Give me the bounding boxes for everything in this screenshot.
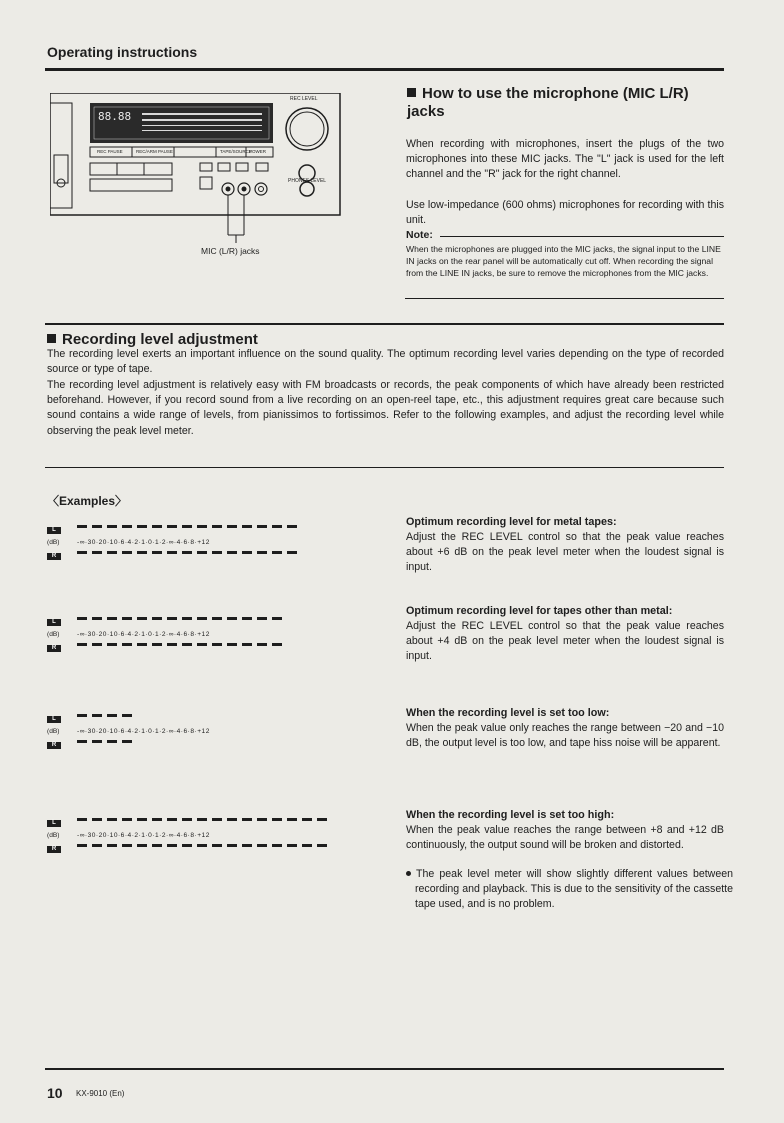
meter-segment	[77, 525, 87, 528]
channel-label: R	[47, 553, 61, 560]
meter-segment	[182, 525, 192, 528]
meter-segment	[242, 643, 252, 646]
meter-row-l	[47, 518, 367, 533]
meter-segment	[257, 643, 267, 646]
meter-segment	[107, 818, 117, 821]
meter-segment	[182, 551, 192, 554]
btn-rec-pause: REC PAUSE	[97, 149, 123, 154]
meter-segment	[122, 617, 132, 620]
meter-segment	[152, 818, 162, 821]
meter-segment	[92, 714, 102, 717]
meter-segment	[227, 643, 237, 646]
meter-scale-values: -∞·30·20·10·6·4·2·1·0·1·2·∞·4·6·8·+12	[77, 832, 210, 839]
example-body: When the peak value reaches the range between +8 and +12 dB continuously, the output sound will be broken and distorted.	[406, 824, 724, 852]
meter-scale	[47, 720, 367, 735]
meter-segment	[227, 525, 237, 528]
meter-segment	[182, 818, 192, 821]
example-bullet: The peak level meter will show slightly different values between recording and playback. This is due to the sensitivity of the cassette tape used, and is no problem.	[406, 867, 733, 913]
meter-segment	[197, 643, 207, 646]
meter-row-r	[47, 733, 367, 748]
meter-segment	[212, 818, 222, 821]
meter-segment	[287, 818, 297, 821]
meter-segment	[77, 617, 87, 620]
meter-segment	[137, 844, 147, 847]
meter-segment	[227, 551, 237, 554]
meter-segment	[167, 844, 177, 847]
meter-segment	[272, 844, 282, 847]
meter-segment	[152, 617, 162, 620]
example-body: Adjust the REC LEVEL control so that the peak value reaches about +6 dB on the peak level meter when the loudest signal is input.	[406, 531, 724, 574]
channel-label: R	[47, 846, 61, 853]
meter-scale	[47, 824, 367, 839]
meter-row-r	[47, 544, 367, 559]
meter-segment	[152, 844, 162, 847]
example-body: When the peak value only reaches the range between −20 and −10 dB, the output level is too low, and tape hiss noise will be apparent.	[406, 722, 724, 750]
meter-segment	[317, 844, 327, 847]
phones-level-label: PHONES LEVEL	[288, 178, 327, 184]
meter-scale-values: -∞·30·20·10·6·4·2·1·0·1·2·∞·4·6·8·+12	[77, 728, 210, 735]
counter-display: 88.88	[98, 110, 132, 123]
meter-segment	[212, 643, 222, 646]
meter-segment	[137, 525, 147, 528]
meter-scale	[47, 623, 367, 638]
meter-segment	[242, 617, 252, 620]
meter-segment	[272, 818, 282, 821]
meter-segment	[197, 551, 207, 554]
meter-segment	[212, 617, 222, 620]
meter-scale-values: -∞·30·20·10·6·4·2·1·0·1·2·∞·4·6·8·+12	[77, 539, 210, 546]
meter-segment	[167, 551, 177, 554]
meter-segment	[92, 525, 102, 528]
bottom-rule	[45, 1068, 724, 1070]
meter-segment	[182, 617, 192, 620]
meter-segment	[122, 818, 132, 821]
example-body: Adjust the REC LEVEL control so that the peak value reaches about +4 dB on the peak level meter when the loudest signal is input.	[406, 620, 724, 663]
example-title: Optimum recording level for tapes other than metal:	[406, 605, 673, 617]
meter-segment	[77, 844, 87, 847]
meter-row-l	[47, 610, 367, 625]
examples-rule	[45, 467, 724, 468]
header-rule	[45, 68, 724, 71]
meter-segment	[167, 643, 177, 646]
meter-segment	[212, 525, 222, 528]
meter-segment	[257, 525, 267, 528]
rec-para-2: The recording level adjustment is relatively easy with FM broadcasts or records, the peak components of which have already been restricted beforehand. However, if you record sound from a live recording on an open-reel tape, etc., this adjustment requires great care because such sound contains a wide range of levels, from pianissimos to fortissimos. Refer to the following examples, and adjust the recording level while observing the peak level meter.	[47, 379, 724, 437]
btn-rec-arm-pause: REC/ARM PAUSE	[136, 149, 173, 154]
meter-segment	[287, 844, 297, 847]
mic-body-2: Use low-impedance (600 ohms) microphones for recording with this unit.	[406, 199, 724, 227]
btn-tape-source: TAPE/SOURCE	[220, 149, 252, 154]
meter-segment	[257, 617, 267, 620]
channel-label: L	[47, 619, 61, 626]
meter-segment	[167, 525, 177, 528]
meter-segment	[107, 525, 117, 528]
meter-segment	[257, 844, 267, 847]
rec-para-1: The recording level exerts an important influence on the sound quality. The optimum recording level varies depending on the type of recorded source or type of tape.	[47, 348, 724, 376]
meter-segment	[92, 617, 102, 620]
meter-segment	[317, 818, 327, 821]
note-text: When the microphones are plugged into the MIC jacks, the signal input to the LINE IN jacks on the rear panel will be automatically cut off. When recording the signal from the LINE IN jacks, be sure to remove the microphones from the MIC jacks.	[406, 244, 721, 278]
rec-heading: Recording level adjustment	[47, 331, 258, 349]
meter-segment	[167, 617, 177, 620]
channel-label: L	[47, 820, 61, 827]
meter-segment	[137, 643, 147, 646]
meter-row-r	[47, 636, 367, 651]
heading-marker-icon	[407, 88, 416, 97]
meter-db-label: (dB)	[47, 832, 60, 839]
meter-segment	[107, 714, 117, 717]
example-title: When the recording level is set too low:	[406, 707, 610, 719]
meter-segment	[197, 617, 207, 620]
meter-db-label: (dB)	[47, 631, 60, 638]
meter-segment	[137, 818, 147, 821]
meter-scale	[47, 531, 367, 546]
channel-label: R	[47, 645, 61, 652]
meter-segment	[77, 551, 87, 554]
meter-segment	[302, 818, 312, 821]
page-number: 10	[47, 1085, 63, 1101]
note-rule	[440, 236, 724, 237]
meter-segment	[137, 551, 147, 554]
note-bottom-rule	[405, 298, 724, 299]
meter-segment	[227, 617, 237, 620]
meter-segment	[92, 818, 102, 821]
meter-segment	[122, 525, 132, 528]
meter-segment	[242, 844, 252, 847]
channel-label: R	[47, 742, 61, 749]
rec-level-label: REC LEVEL	[290, 96, 318, 102]
meter-segment	[152, 643, 162, 646]
meter-segment	[92, 740, 102, 743]
meter-segment	[197, 525, 207, 528]
meter-segment	[122, 551, 132, 554]
section-rule	[45, 323, 724, 325]
meter-segment	[287, 525, 297, 528]
meter-scale-values: -∞·30·20·10·6·4·2·1·0·1·2·∞·4·6·8·+12	[77, 631, 210, 638]
meter-segment	[257, 818, 267, 821]
meter-segment	[182, 643, 192, 646]
meter-segment	[152, 525, 162, 528]
btn-power: POWER	[249, 149, 267, 154]
meter-segment	[242, 551, 252, 554]
meter-segment	[107, 617, 117, 620]
meter-segment	[122, 740, 132, 743]
meter-segment	[122, 844, 132, 847]
model-number: KX-9010 (En)	[76, 1089, 125, 1098]
meter-row-l	[47, 707, 367, 722]
bullet-icon	[406, 871, 411, 876]
note-label: Note:	[406, 229, 433, 241]
meter-segment	[122, 714, 132, 717]
examples-label: 〈Examples〉	[47, 494, 128, 508]
heading-marker-icon	[47, 334, 56, 343]
meter-segment	[77, 714, 87, 717]
meter-row-r	[47, 837, 367, 852]
meter-segment	[107, 643, 117, 646]
meter-db-label: (dB)	[47, 728, 60, 735]
meter-segment	[272, 551, 282, 554]
meter-segment	[197, 818, 207, 821]
meter-segment	[212, 844, 222, 847]
meter-segment	[92, 844, 102, 847]
meter-db-label: (dB)	[47, 539, 60, 546]
meter-segment	[272, 617, 282, 620]
meter-segment	[197, 844, 207, 847]
meter-segment	[107, 740, 117, 743]
meter-segment	[287, 551, 297, 554]
meter-segment	[122, 643, 132, 646]
mic-heading: How to use the microphone (MIC L/R) jacks	[407, 85, 689, 120]
mic-body: When recording with microphones, insert the plugs of the two microphones into these MIC jacks. The "L" jack is used for the left channel and the "R" jack for the right channel.	[406, 138, 724, 181]
deck-diagram	[50, 93, 345, 263]
meter-segment	[272, 525, 282, 528]
meter-segment	[212, 551, 222, 554]
meter-segment	[152, 551, 162, 554]
meter-segment	[242, 525, 252, 528]
meter-segment	[257, 551, 267, 554]
meter-segment	[92, 643, 102, 646]
meter-segment	[107, 844, 117, 847]
meter-segment	[227, 844, 237, 847]
meter-segment	[77, 740, 87, 743]
meter-segment	[167, 818, 177, 821]
meter-segment	[302, 844, 312, 847]
meter-segment	[182, 844, 192, 847]
header-title: Operating instructions	[47, 44, 198, 60]
meter-segment	[107, 551, 117, 554]
channel-label: L	[47, 527, 61, 534]
meter-segment	[77, 818, 87, 821]
example-title: Optimum recording level for metal tapes:	[406, 516, 617, 528]
example-title: When the recording level is set too high:	[406, 809, 615, 821]
channel-label: L	[47, 716, 61, 723]
meter-segment	[272, 643, 282, 646]
meter-row-l	[47, 811, 367, 826]
meter-segment	[137, 617, 147, 620]
meter-segment	[92, 551, 102, 554]
meter-segment	[77, 643, 87, 646]
mic-jacks-label: MIC (L/R) jacks	[201, 246, 260, 256]
meter-segment	[242, 818, 252, 821]
meter-segment	[227, 818, 237, 821]
